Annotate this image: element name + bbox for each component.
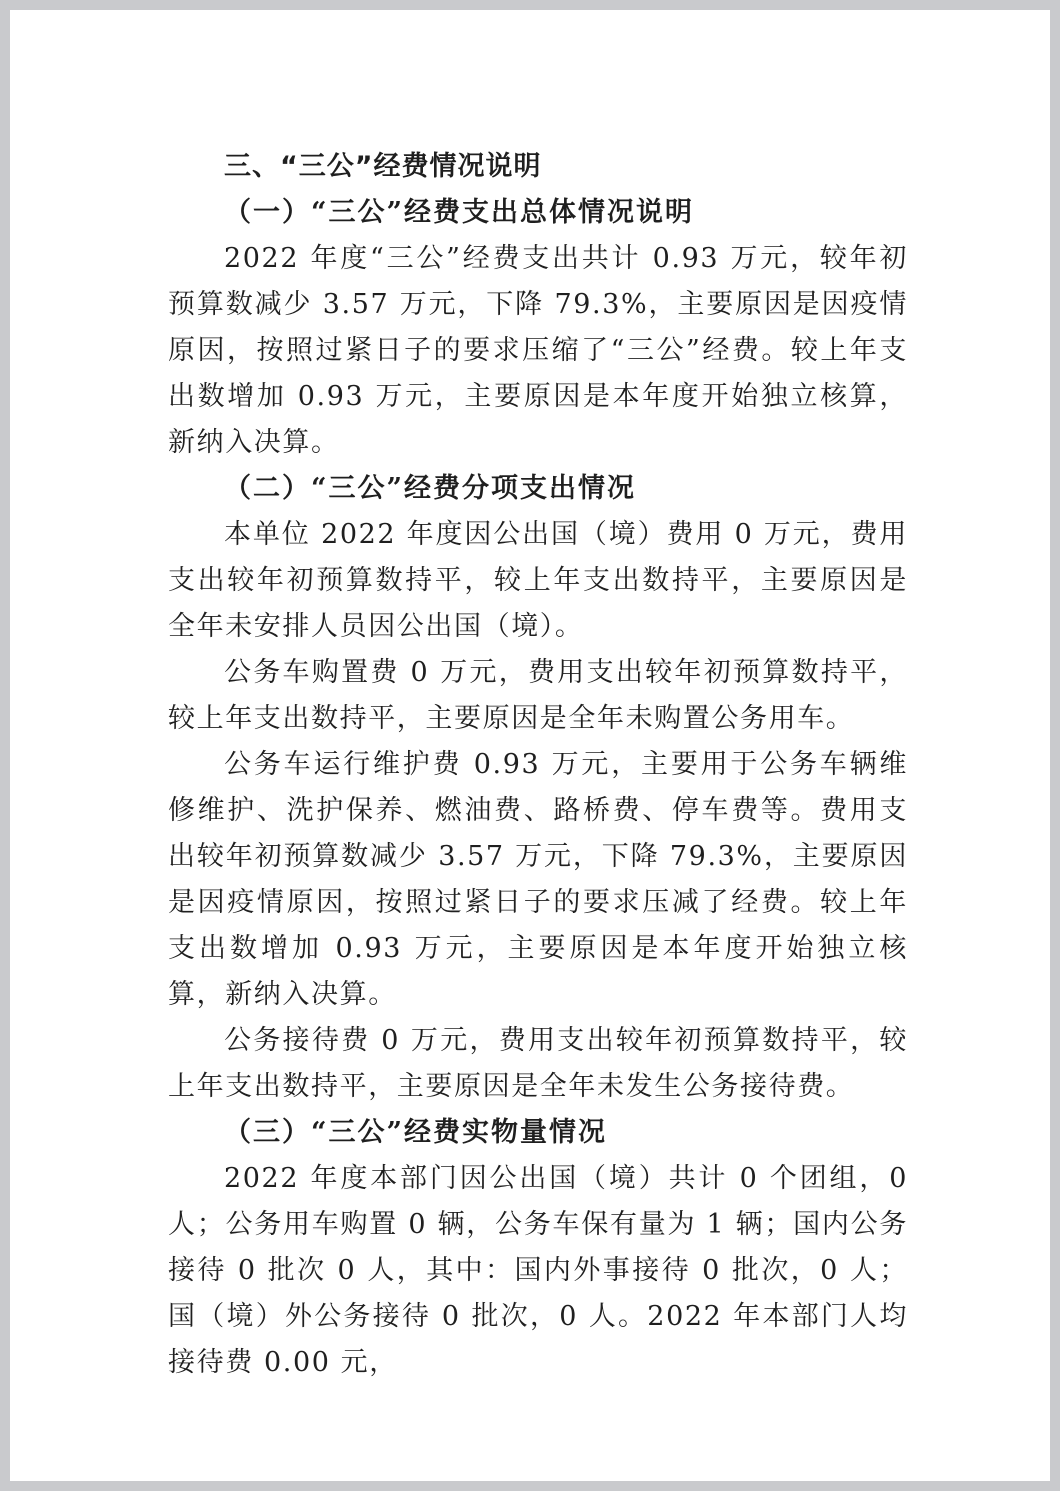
subsection-2-paragraph-1: 本单位 2022 年度因公出国（境）费用 0 万元，费用支出较年初预算数持平，较上年支出数持平，主要原因是全年未安排人员因公出国（境）。 [168, 519, 908, 642]
subsection-2-title: （二）“三公”经费分项支出情况 [224, 473, 637, 504]
document-body [168, 144, 908, 1386]
subsection-2-paragraph-4: 公务接待费 0 万元，费用支出较年初预算数持平，较上年支出数持平，主要原因是全年未发生公务接待费。 [168, 1025, 908, 1102]
subsection-3-title: （三）“三公”经费实物量情况 [224, 1117, 608, 1148]
document-page [10, 10, 1050, 1481]
subsection-1-paragraph-1: 2022 年度“三公”经费支出共计 0.93 万元，较年初预算数减少 3.57 万元，下降 79.3%，主要原因是因疫情原因，按照过紧日子的要求压缩了“三公”经费。较上年支出数增加 0.93 万元，主要原因是本年度开始独立核算，新纳入决算。 [168, 243, 908, 458]
subsection-2-paragraph-3: 公务车运行维护费 0.93 万元，主要用于公务车辆维修维护、洗护保养、燃油费、路桥费、停车费等。费用支出较年初预算数减少 3.57 万元，下降 79.3%，主要原因是因疫情原因，按照过紧日子的要求压减了经费。较上年支出数增加 0.93 万元，主要原因是本年度开始独立核算，新纳入决算。 [168, 749, 908, 1010]
subsection-1-title: （一）“三公”经费支出总体情况说明 [224, 197, 695, 228]
section-heading: 三、“三公”经费情况说明 [224, 151, 542, 182]
subsection-3-paragraph-1: 2022 年度本部门因公出国（境）共计 0 个团组，0 人；公务用车购置 0 辆，公务车保有量为 1 辆；国内公务接待 0 批次 0 人，其中：国内外事接待 0 批次，0 人；国（境）外公务接待 0 批次，0 人。2022 年本部门人均接待费 0.00 元， [168, 1163, 908, 1378]
subsection-2-paragraph-2: 公务车购置费 0 万元，费用支出较年初预算数持平，较上年支出数持平，主要原因是全年未购置公务用车。 [168, 657, 908, 734]
